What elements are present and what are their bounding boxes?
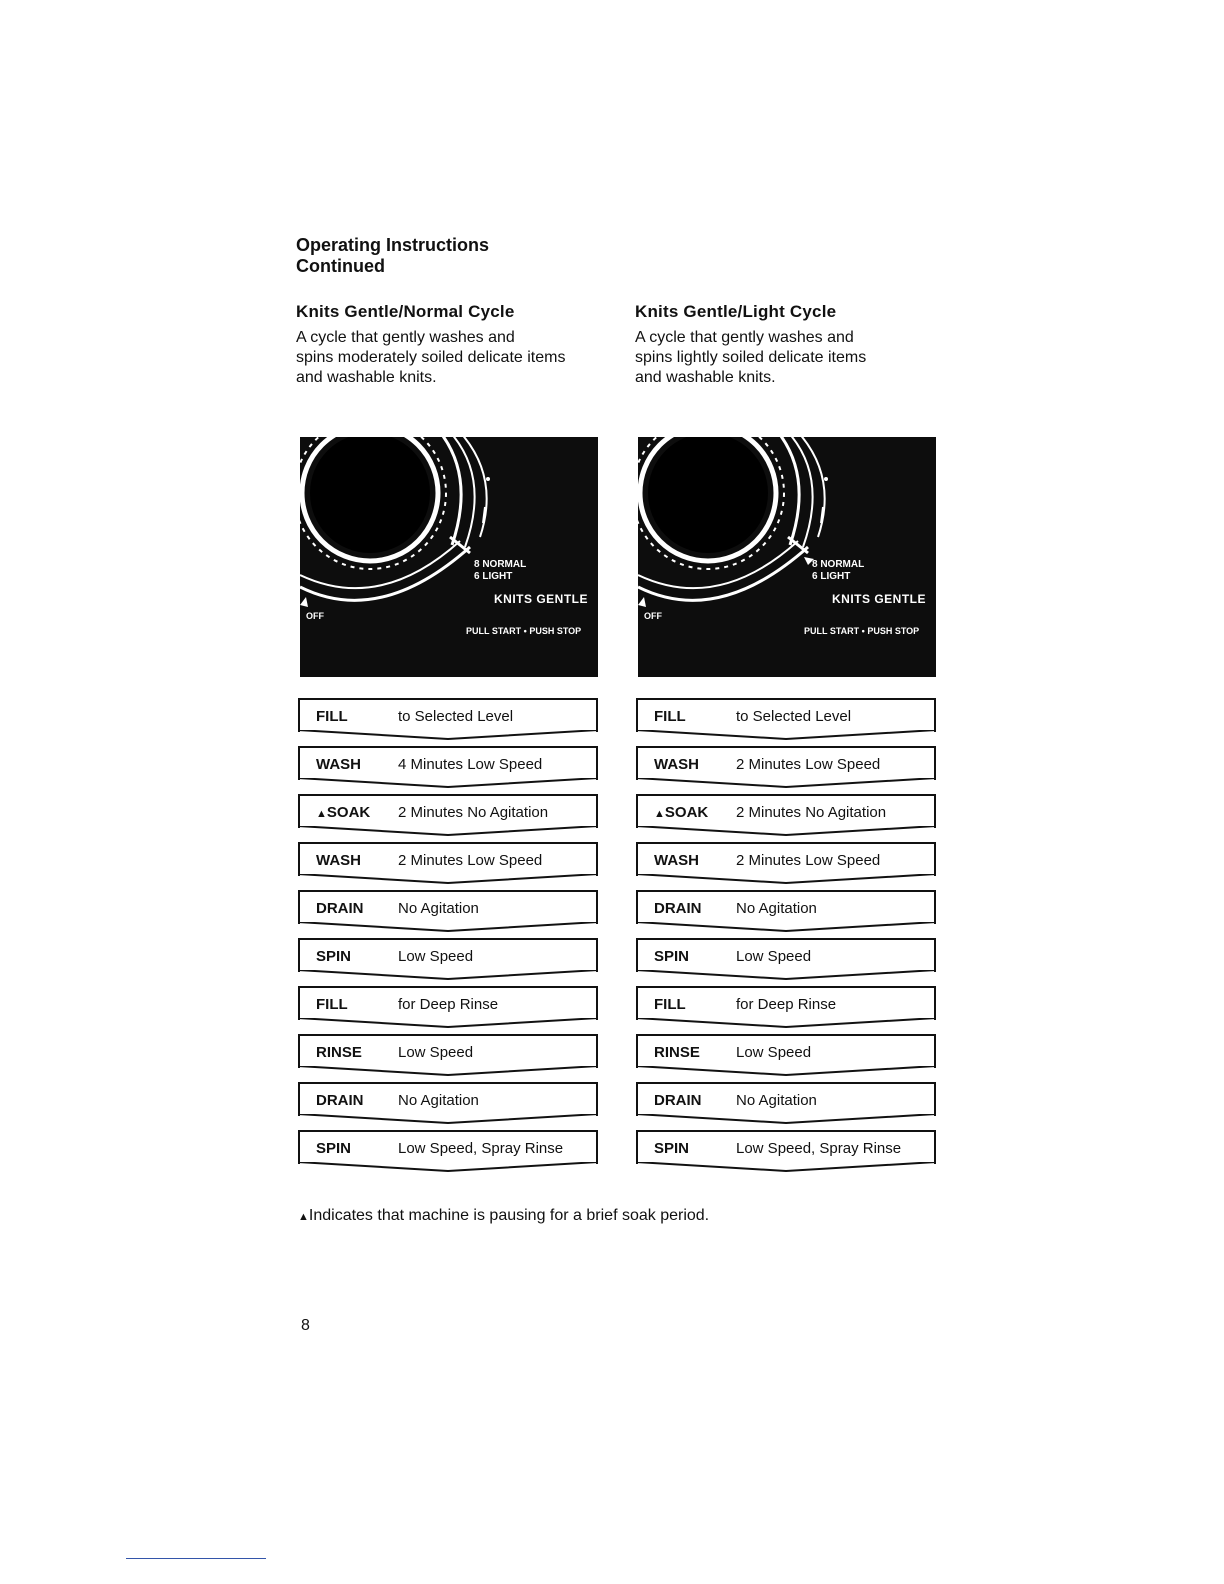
step-desc: 2 Minutes No Agitation <box>398 804 549 821</box>
step-desc: 2 Minutes No Agitation <box>736 804 887 821</box>
control-dial-icon <box>300 437 598 677</box>
light-level-label: 6 LIGHT <box>812 571 851 582</box>
step-name: SPIN <box>316 948 352 965</box>
normal-level-label: 8 NORMAL <box>474 559 527 570</box>
step-name: FILL <box>654 996 686 1013</box>
step-desc: Low Speed, Spray Rinse <box>398 1140 564 1157</box>
step-desc: Low Speed <box>398 1044 474 1061</box>
step-name: ▲SOAK <box>316 804 371 821</box>
cycle-steps-light <box>636 698 936 1178</box>
heading-line-1: Operating Instructions <box>296 235 490 255</box>
dial-panel-normal <box>300 437 598 677</box>
step-name: SPIN <box>654 1140 690 1157</box>
step-name: FILL <box>316 996 348 1013</box>
step-row <box>636 986 936 1020</box>
step-desc: 4 Minutes Low Speed <box>398 756 543 773</box>
knits-gentle-label: KNITS GENTLE <box>494 592 589 606</box>
step-row <box>298 1130 598 1164</box>
step-row <box>298 890 598 924</box>
step-name: FILL <box>654 708 686 725</box>
step-row <box>298 794 598 828</box>
step-row <box>636 698 936 732</box>
step-desc: to Selected Level <box>736 708 852 725</box>
step-desc: 2 Minutes Low Speed <box>736 852 881 869</box>
step-desc: No Agitation <box>736 1092 817 1109</box>
soak-marker-icon: ▲ <box>316 808 327 820</box>
step-desc: No Agitation <box>398 900 479 917</box>
step-row <box>636 1034 936 1068</box>
step-name: DRAIN <box>316 900 364 917</box>
step-name: RINSE <box>654 1044 700 1061</box>
step-row <box>636 794 936 828</box>
knits-gentle-label: KNITS GENTLE <box>832 592 927 606</box>
dial-panel-light <box>638 437 936 677</box>
step-name: WASH <box>654 852 699 869</box>
soak-footnote-text: Indicates that machine is pausing for a brief soak period. <box>308 1207 710 1224</box>
step-name: SPIN <box>316 1140 352 1157</box>
step-name: WASH <box>316 852 361 869</box>
cycle-description: A cycle that gently washes and spins moderately soiled delicate items and washable knits. <box>296 329 566 386</box>
light-level-label: 6 LIGHT <box>474 571 513 582</box>
step-desc: Low Speed <box>398 948 474 965</box>
off-label: OFF <box>644 611 662 621</box>
step-name: DRAIN <box>654 1092 702 1109</box>
step-row <box>298 986 598 1020</box>
step-desc: for Deep Rinse <box>736 996 837 1013</box>
soak-marker-icon: ▲ <box>654 808 665 820</box>
cycle-steps-normal <box>298 698 598 1178</box>
step-desc: 2 Minutes Low Speed <box>398 852 543 869</box>
step-desc: to Selected Level <box>398 708 514 725</box>
pull-start-label: PULL START • PUSH STOP <box>804 626 920 636</box>
step-row <box>298 938 598 972</box>
page-number: 8 <box>301 1317 310 1334</box>
step-row <box>636 890 936 924</box>
step-row <box>636 938 936 972</box>
step-name: SPIN <box>654 948 690 965</box>
step-name: FILL <box>316 708 348 725</box>
step-desc: No Agitation <box>736 900 817 917</box>
step-row <box>298 1082 598 1116</box>
step-row <box>298 746 598 780</box>
step-desc: No Agitation <box>398 1092 479 1109</box>
heading-line-2: Continued <box>296 256 385 276</box>
step-name: WASH <box>316 756 361 773</box>
step-row <box>636 842 936 876</box>
cycle-title: Knits Gentle/Light Cycle <box>635 302 837 321</box>
off-label: OFF <box>306 611 324 621</box>
step-name: DRAIN <box>316 1092 364 1109</box>
step-row <box>636 746 936 780</box>
pull-start-label: PULL START • PUSH STOP <box>466 626 582 636</box>
step-name: ▲SOAK <box>654 804 709 821</box>
footer-divider <box>126 1558 266 1559</box>
step-desc: 2 Minutes Low Speed <box>736 756 881 773</box>
cycle-title: Knits Gentle/Normal Cycle <box>296 302 515 321</box>
cycle-normal-intro <box>296 302 616 388</box>
step-desc: Low Speed <box>736 948 812 965</box>
cycle-description: A cycle that gently washes and spins lightly soiled delicate items and washable knits. <box>635 329 867 386</box>
step-row <box>636 1130 936 1164</box>
step-name: RINSE <box>316 1044 362 1061</box>
step-desc: for Deep Rinse <box>398 996 499 1013</box>
step-name: WASH <box>654 756 699 773</box>
step-desc: Low Speed, Spray Rinse <box>736 1140 902 1157</box>
step-row <box>636 1082 936 1116</box>
soak-footnote <box>298 1207 709 1225</box>
step-row <box>298 1034 598 1068</box>
page-heading <box>296 235 489 277</box>
step-desc: Low Speed <box>736 1044 812 1061</box>
cycle-light-intro <box>635 302 955 388</box>
step-row <box>298 698 598 732</box>
normal-level-label: 8 NORMAL <box>812 559 865 570</box>
step-row <box>298 842 598 876</box>
soak-marker-icon: ▲ <box>298 1211 309 1223</box>
step-name: DRAIN <box>654 900 702 917</box>
control-dial-icon <box>638 437 936 677</box>
